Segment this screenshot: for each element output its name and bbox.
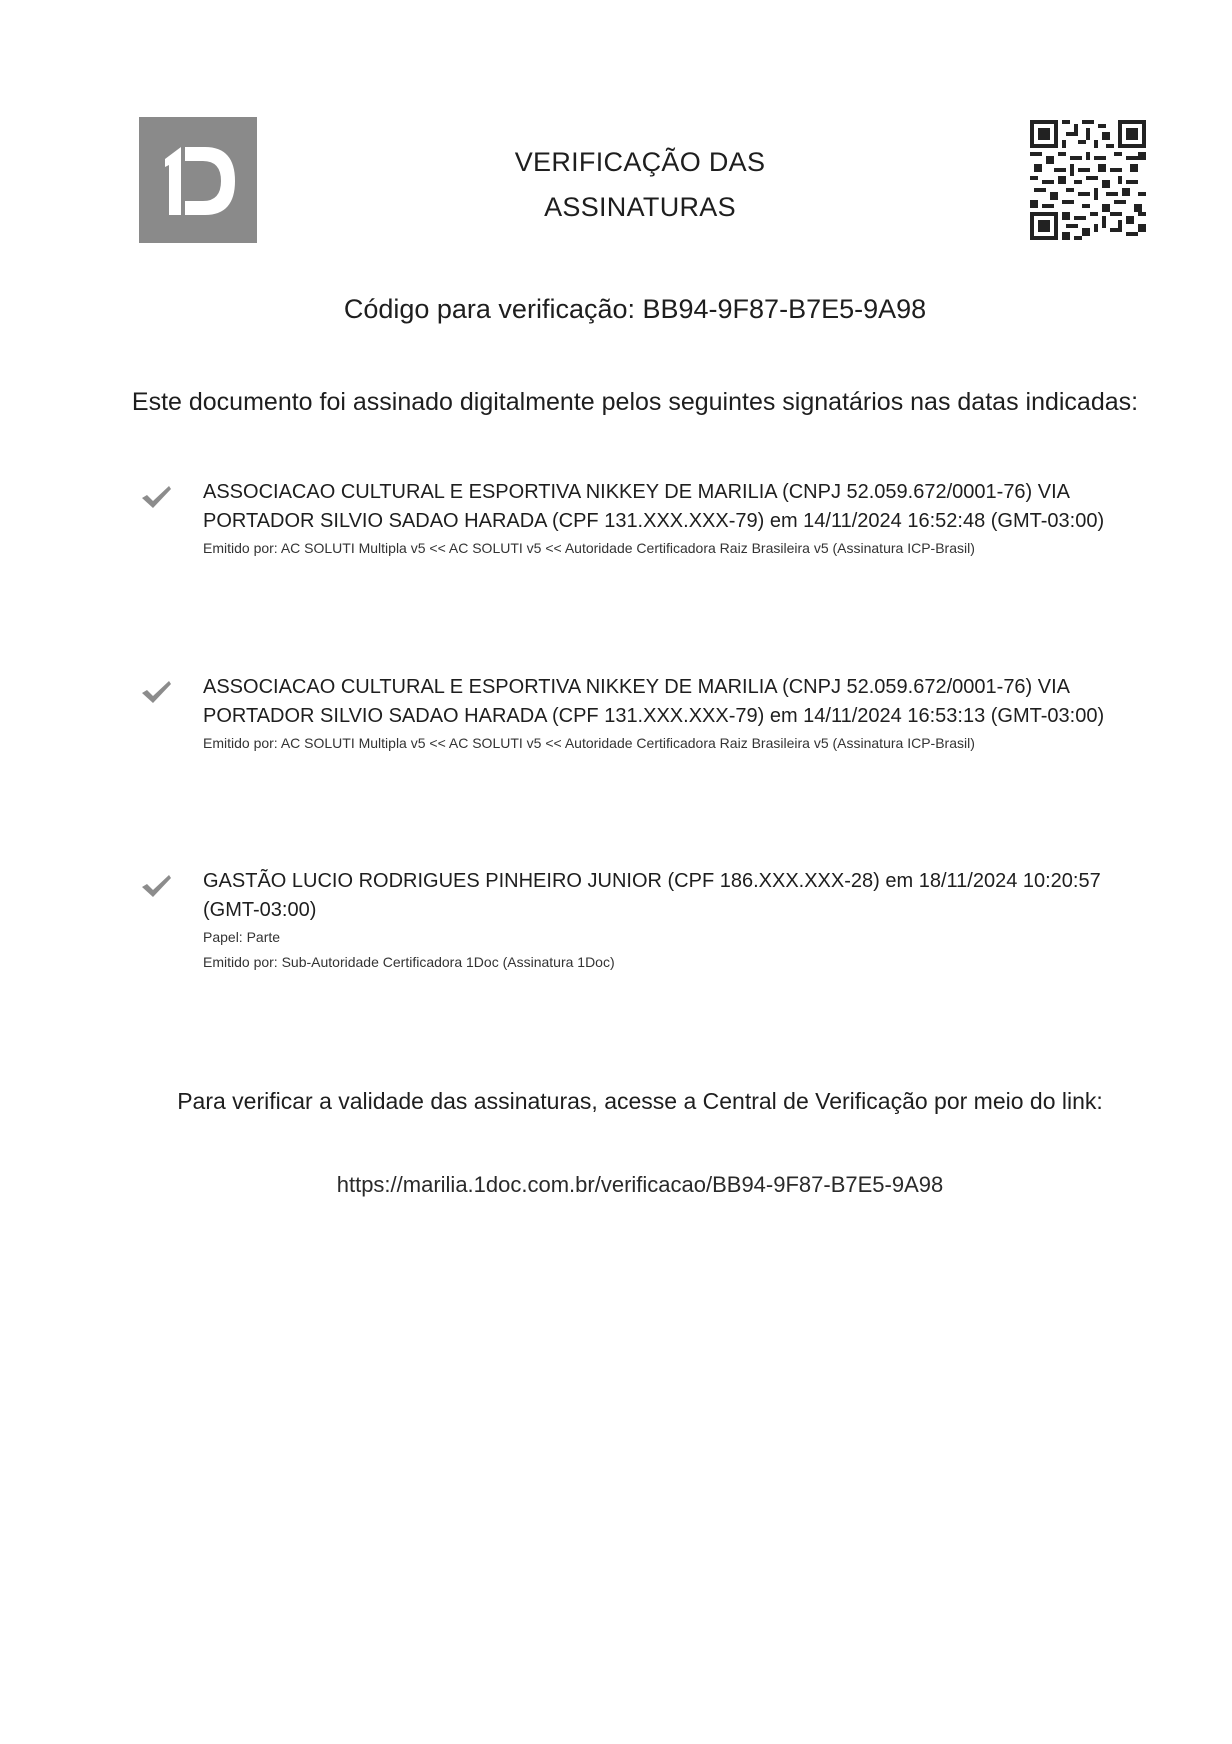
page-title — [390, 140, 890, 230]
signature-issuer: Emitido por: AC SOLUTI Multipla v5 << AC SOLUTI v5 << Autoridade Certificadora Raiz Brasileira v5 (Assinatura ICP-Brasil) — [203, 735, 975, 751]
checkmark-icon — [140, 484, 172, 510]
1doc-logo-icon — [139, 117, 257, 243]
signature-entry — [140, 673, 1160, 756]
signature-issuer: Emitido por: Sub-Autoridade Certificadora 1Doc (Assinatura 1Doc) — [203, 954, 615, 970]
checkmark-icon — [140, 679, 172, 705]
signature-role: Papel: Parte — [203, 929, 281, 945]
signature-entry — [140, 867, 1160, 975]
signature-line-1: ASSOCIACAO CULTURAL E ESPORTIVA NIKKEY DE MARILIA (CNPJ 52.059.672/0001-76) VIA — [203, 676, 1071, 698]
title-line-1: VERIFICAÇÃO DAS — [514, 147, 766, 177]
checkmark-icon — [140, 873, 172, 899]
verification-link[interactable]: https://marilia.1doc.com.br/verificacao/BB94-9F87-B7E5-9A98 — [336, 1172, 944, 1197]
logo — [139, 117, 257, 243]
title-line-2: ASSINATURAS — [544, 192, 736, 222]
signature-line-2: PORTADOR SILVIO SADAO HARADA (CPF 131.XXX.XXX-79) em 14/11/2024 16:52:48 (GMT-03:00) — [203, 510, 1105, 532]
verification-code: Código para verificação: BB94-9F87-B7E5-9A98 — [343, 294, 927, 324]
signature-line-2: (GMT-03:00) — [203, 899, 317, 921]
signature-line-1: GASTÃO LUCIO RODRIGUES PINHEIRO JUNIOR (CPF 186.XXX.XXX-28) em 18/11/2024 10:20:57 — [203, 870, 1101, 892]
signature-issuer: Emitido por: AC SOLUTI Multipla v5 << AC SOLUTI v5 << Autoridade Certificadora Raiz Brasileira v5 (Assinatura ICP-Brasil) — [203, 540, 975, 556]
intro-text: Este documento foi assinado digitalmente pelos seguintes signatários nas datas indicadas: — [131, 388, 1139, 416]
footer-instructions: Para verificar a validade das assinaturas, acesse a Central de Verificação por meio do link: — [177, 1088, 1103, 1114]
qr-code-icon — [1030, 120, 1146, 240]
signature-line-2: PORTADOR SILVIO SADAO HARADA (CPF 131.XXX.XXX-79) em 14/11/2024 16:53:13 (GMT-03:00) — [203, 705, 1105, 727]
signature-line-1: ASSOCIACAO CULTURAL E ESPORTIVA NIKKEY DE MARILIA (CNPJ 52.059.672/0001-76) VIA — [203, 481, 1071, 503]
signature-entry — [140, 478, 1160, 561]
